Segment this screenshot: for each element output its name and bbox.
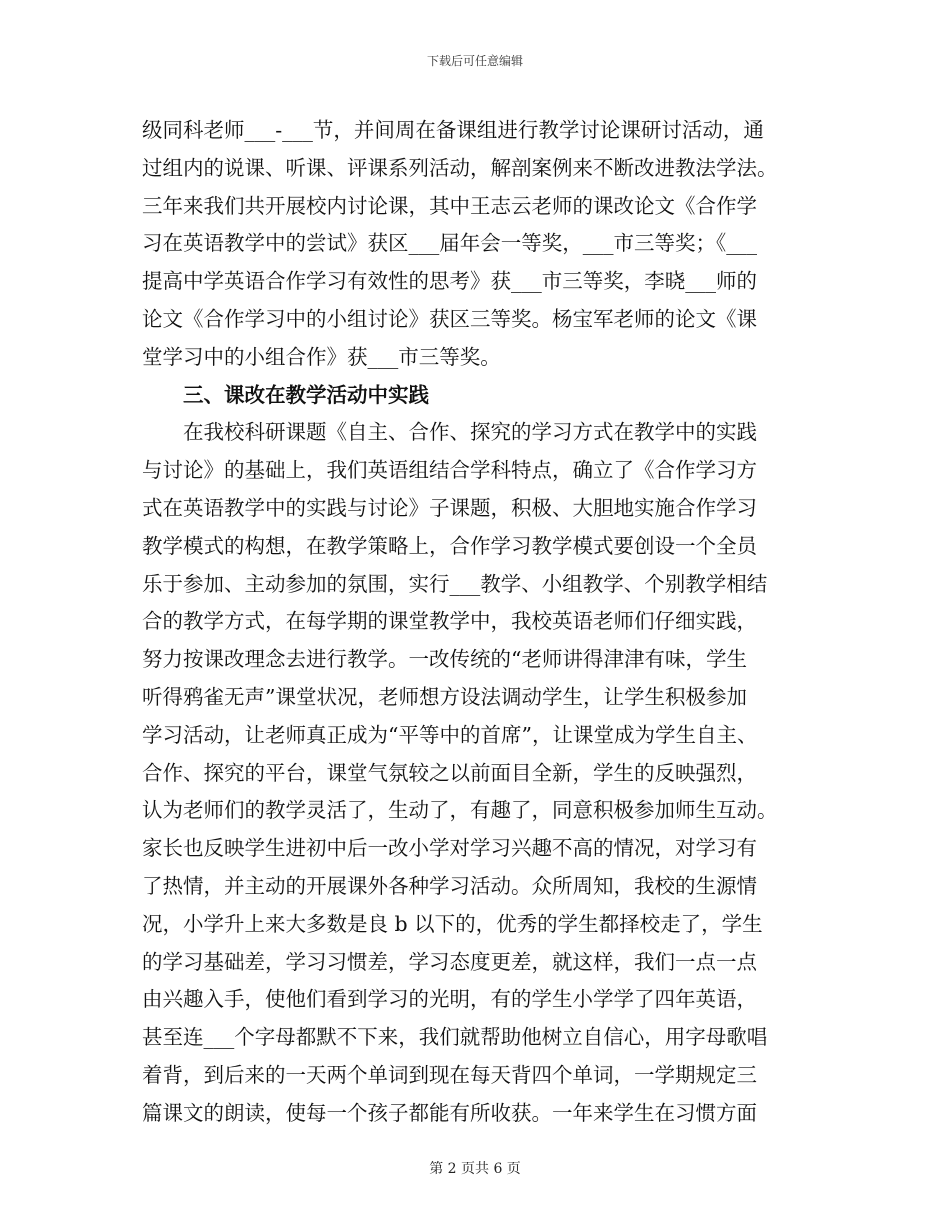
paragraph-line: 三年来我们共开展校内讨论课，其中王志云老师的课改论文《合作学 xyxy=(142,193,757,218)
paragraph-line: 教学模式的构想，在教学策略上，合作学习教学模式要创设一个全员 xyxy=(142,533,757,558)
paragraph-line: 家长也反映学生进初中后一改小学对学习兴趣不高的情况，对学习有 xyxy=(142,836,757,861)
paragraph-line: 与讨论》的基础上，我们英语组结合学科特点，确立了《合作学习方 xyxy=(142,458,757,483)
section-heading: 三、课改在教学活动中实践 xyxy=(183,382,429,407)
paragraph-line: 提高中学英语合作学习有效性的思考》获___市三等奖，李晓___师的 xyxy=(142,269,757,294)
paragraph-line: 堂学习中的小组合作》获___市三等奖。 xyxy=(142,344,501,369)
paragraph-line: 论文《合作学习中的小组讨论》获区三等奖。杨宝军老师的论文《课 xyxy=(142,306,757,331)
page-footer: 第 2 页共 6 页 xyxy=(429,1161,521,1177)
paragraph-line: 习在英语教学中的尝试》获区___届年会一等奖，___市三等奖；《___ xyxy=(142,231,757,256)
paragraph-line: 由兴趣入手，使他们看到学习的光明，有的学生小学学了四年英语， xyxy=(142,987,757,1012)
document-body xyxy=(142,112,802,1133)
paragraph-line: 了热情，并主动的开展课外各种学习活动。众所周知，我校的生源情 xyxy=(142,873,757,898)
paragraph-line: 努力按课改理念去进行教学。一改传统的“老师讲得津津有味，学生 xyxy=(142,647,747,672)
page-header: 下载后可任意编辑 xyxy=(426,54,523,68)
paragraph-line: 学习活动，让老师真正成为“平等中的首席”，让课堂成为学生自主、 xyxy=(142,722,758,747)
paragraph-line: 过组内的说课、听课、评课系列活动，解剖案例来不断改进教法学法。 xyxy=(142,155,778,180)
paragraph-line: 合的教学方式，在每学期的课堂教学中，我校英语老师们仔细实践， xyxy=(142,609,757,634)
paragraph-line: 甚至连___个字母都默不下来，我们就帮助他树立自信心，用字母歌唱 xyxy=(142,1025,768,1050)
paragraph-line: 级同科老师___-___节，并间周在备课组进行教学讨论课研讨活动，通 xyxy=(142,118,764,142)
paragraph-line: 认为老师们的教学灵活了，生动了，有趣了，同意积极参加师生互动。 xyxy=(142,798,778,823)
paragraph-line: 式在英语教学中的实践与讨论》子课题，积极、大胆地实施合作学习 xyxy=(142,495,757,520)
paragraph-line: 合作、探究的平台，课堂气氛较之以前面目全新，学生的反映强烈， xyxy=(142,760,757,785)
paragraph-line: 着背，到后来的一天两个单词到现在每天背四个单词，一学期规定三 xyxy=(142,1062,757,1087)
paragraph-line: 况，小学升上来大多数是良 b 以下的，优秀的学生都择校走了，学生 xyxy=(142,911,763,936)
paragraph-line: 听得鸦雀无声”课堂状况，老师想方设法调动学生，让学生积极参加 xyxy=(142,684,747,709)
paragraph-line: 乐于参加、主动参加的氛围，实行___教学、小组教学、个别教学相结 xyxy=(142,571,768,596)
paragraph-line: 的学习基础差，学习习惯差，学习态度更差，就这样，我们一点一点 xyxy=(142,949,757,974)
paragraph-line: 在我校科研课题《自主、合作、探究的学习方式在教学中的实践 xyxy=(183,420,757,445)
paragraph-line: 篇课文的朗读，使每一个孩子都能有所收获。一年来学生在习惯方面 xyxy=(142,1100,757,1125)
